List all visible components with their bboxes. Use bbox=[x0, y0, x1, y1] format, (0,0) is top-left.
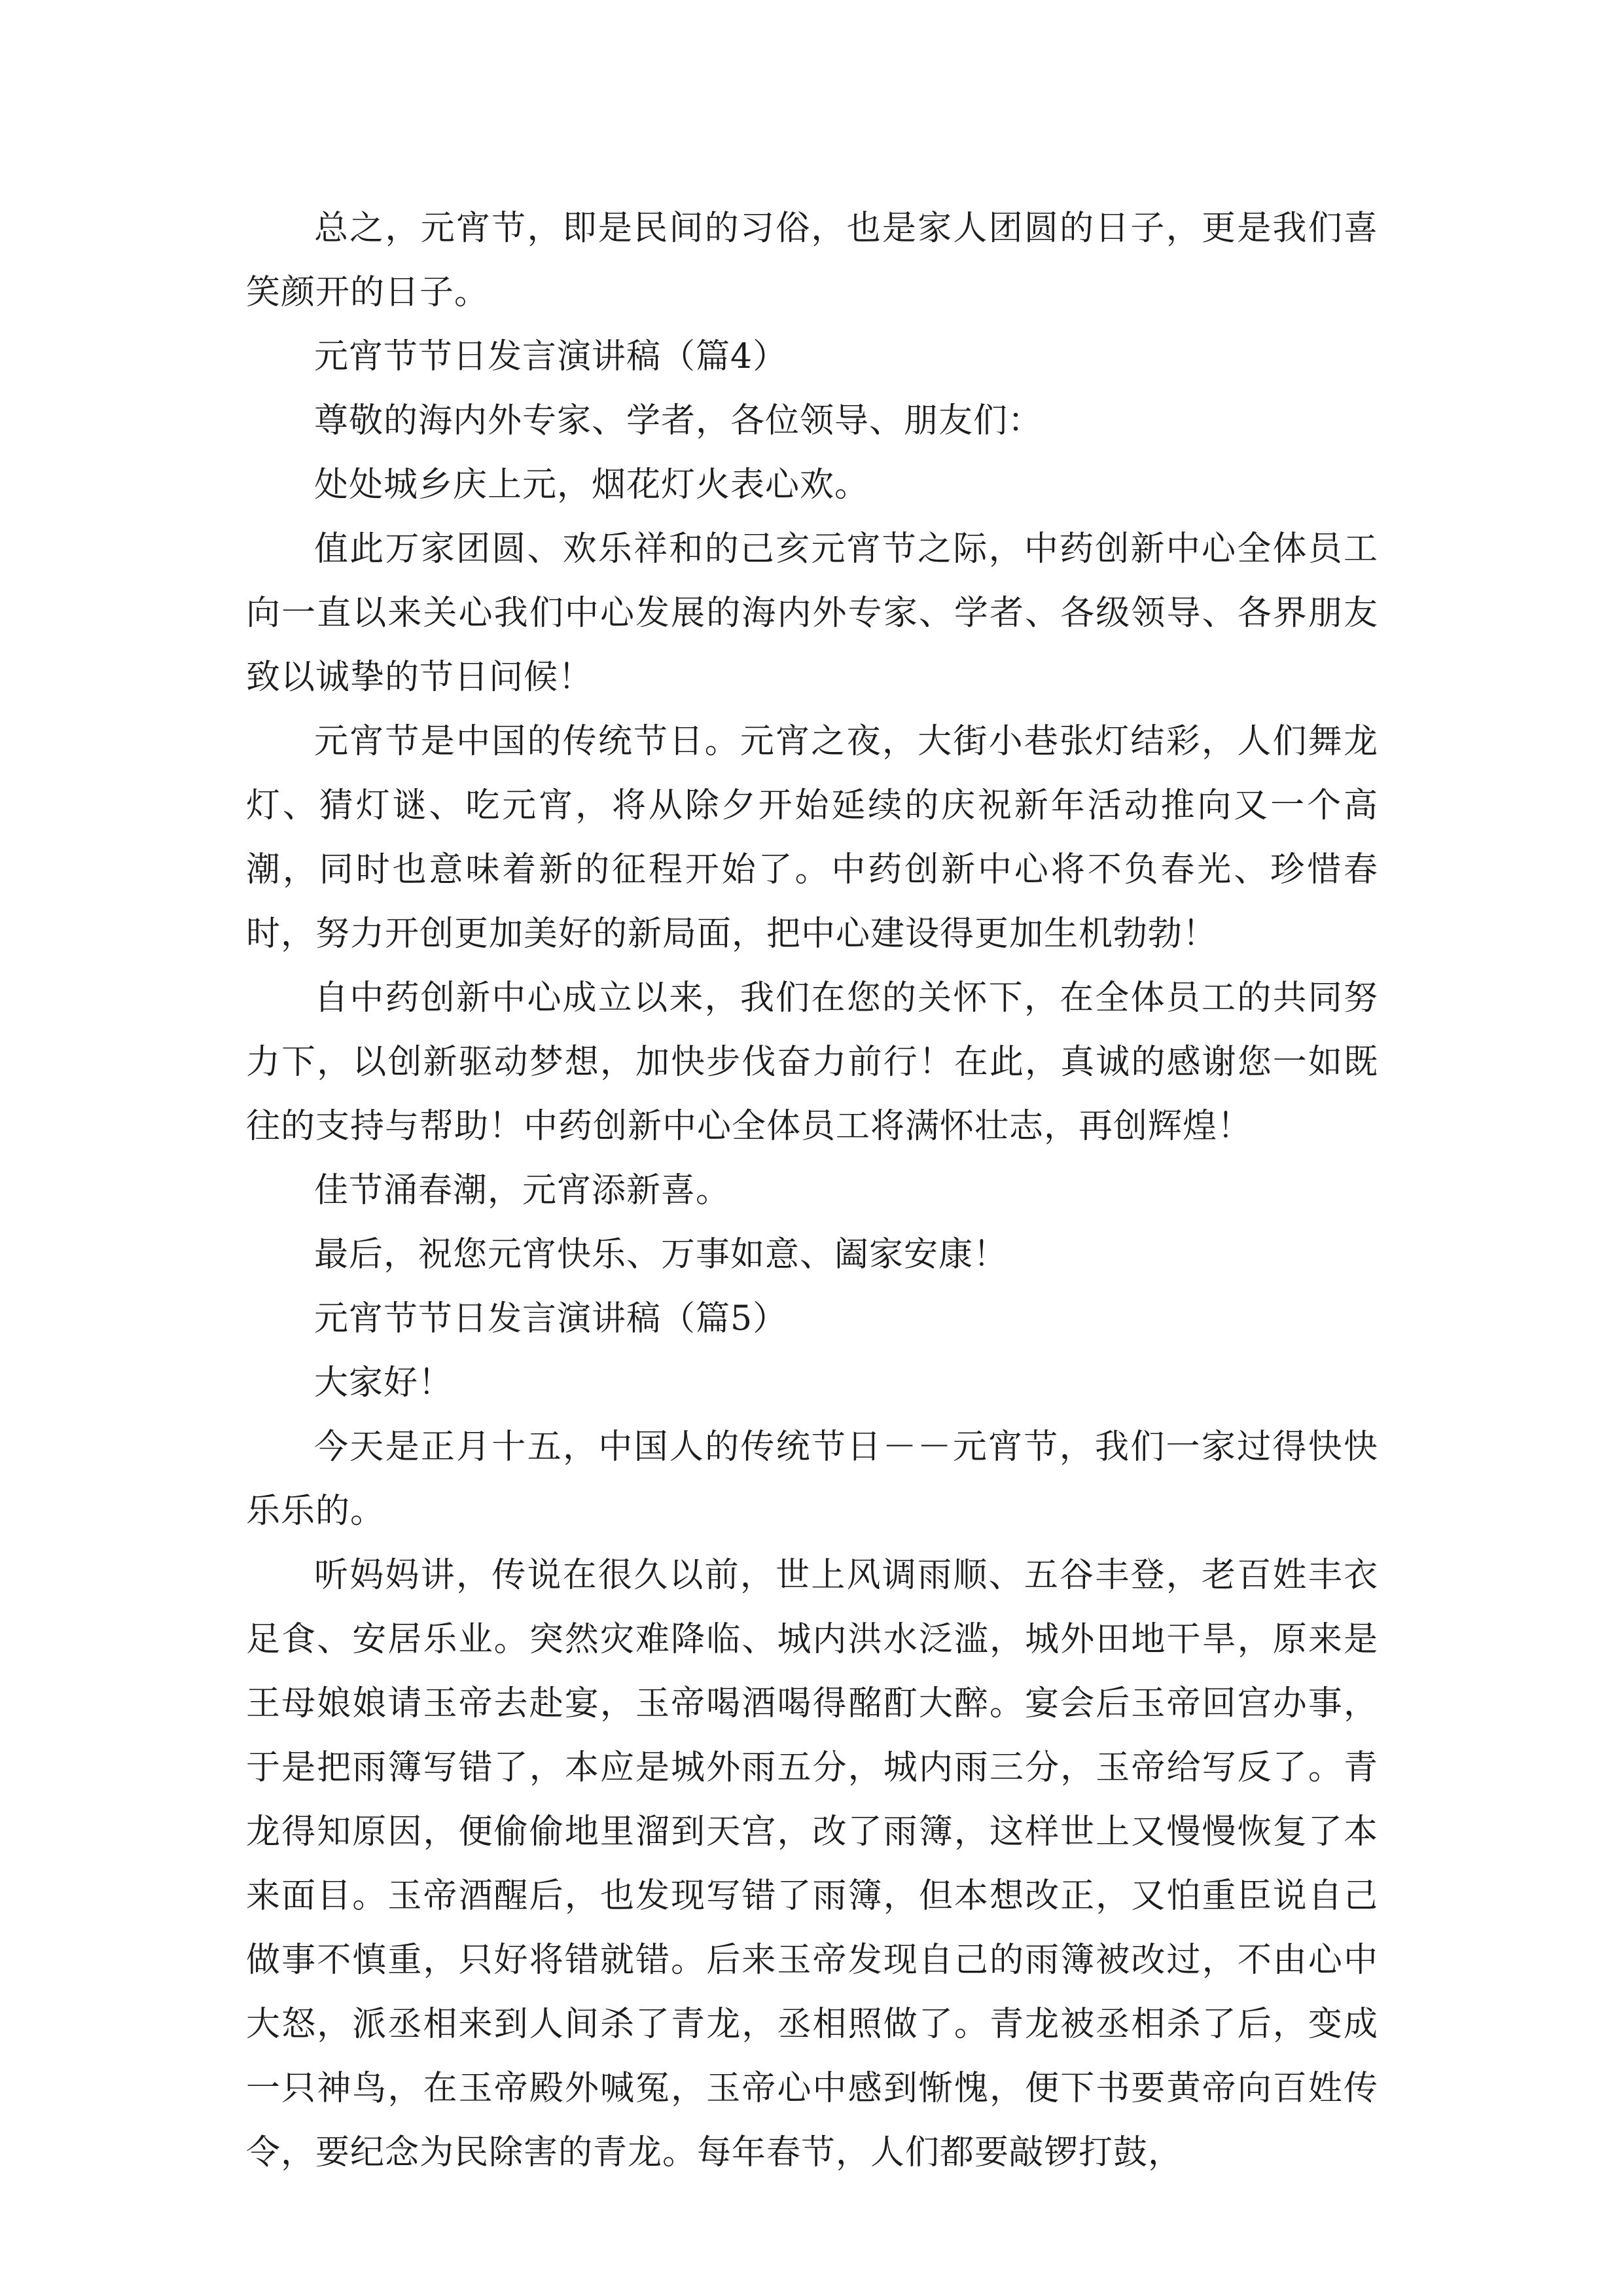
salutation: 尊敬的海内外专家、学者，各位领导、朋友们： bbox=[314, 401, 1043, 440]
paragraph-closing-wish: 最后，祝您元宵快乐、万事如意、阖家安康！ bbox=[314, 1235, 1008, 1274]
paragraph-verse: 佳节涌春潮，元宵添新喜。 bbox=[314, 1171, 731, 1210]
paragraph-legend: 听妈妈讲，传说在很久以前，世上风调雨顺、五谷丰登，老百姓丰衣足食、安居乐业。突然灾难降临、城内洪水泛滥，城外田地干旱，原来是王母娘娘请玉帝去赴宴，玉帝喝酒喝得酩酊大醉。宴会后玉帝回宫办事，于是把雨簿写错了，本应是城外雨五分，城内雨三分，玉帝给写反了。青龙得知原因，便偷偷地里溜到天宫，改了雨簿，这样世上又慢慢恢复了本来面目。玉帝酒醒后，也发现写错了雨簿，但本想改正，又怕重臣说自己做事不慎重，只好将错就错。后来玉帝发现自己的雨簿被改过，不由心中大怒，派丞相来到人间杀了青龙，丞相照做了。青龙被丞相杀了后，变成一只神鸟，在玉帝殿外喊冤，玉帝心中感到惭愧，便下书要黄帝向百姓传令，要纪念为民除害的青龙。每年春节，人们都要敲锣打鼓， bbox=[246, 1556, 1378, 2172]
paragraph-thanks: 自中药创新中心成立以来，我们在您的关怀下，在全体员工的共同努力下，以创新驱动梦想，加快步伐奋力前行！在此，真诚的感谢您一如既往的支持与帮助！中药创新中心全体员工将满怀壮志，再创辉煌！ bbox=[246, 978, 1378, 1146]
paragraph-conclusion: 总之，元宵节，即是民间的习俗，也是家人团圆的日子，更是我们喜笑颜开的日子。 bbox=[246, 209, 1378, 312]
salutation-hello: 大家好！ bbox=[314, 1363, 454, 1403]
section-heading-5: 元宵节节日发言演讲稿（篇5） bbox=[314, 1299, 788, 1338]
paragraph-tradition: 元宵节是中国的传统节日。元宵之夜，大街小巷张灯结彩，人们舞龙灯、猜灯谜、吃元宵，将从除夕开始延续的庆祝新年活动推向又一个高潮，同时也意味着新的征程开始了。中药创新中心将不负春光、珍惜春时，努力开创更加美好的新局面，把中心建设得更加生机勃勃！ bbox=[246, 722, 1378, 954]
paragraph-greeting: 值此万家团圆、欢乐祥和的己亥元宵节之际，中药创新中心全体员工向一直以来关心我们中心发展的海内外专家、学者、各级领导、各界朋友致以诚挚的节日问候！ bbox=[246, 529, 1378, 697]
document-body bbox=[246, 196, 1378, 2185]
paragraph-couplet: 处处城乡庆上元，烟花灯火表心欢。 bbox=[314, 465, 870, 505]
paragraph-today: 今天是正月十五，中国人的传统节日－－元宵节，我们一家过得快快乐乐的。 bbox=[246, 1427, 1378, 1531]
section-heading-4: 元宵节节日发言演讲稿（篇4） bbox=[314, 337, 788, 376]
